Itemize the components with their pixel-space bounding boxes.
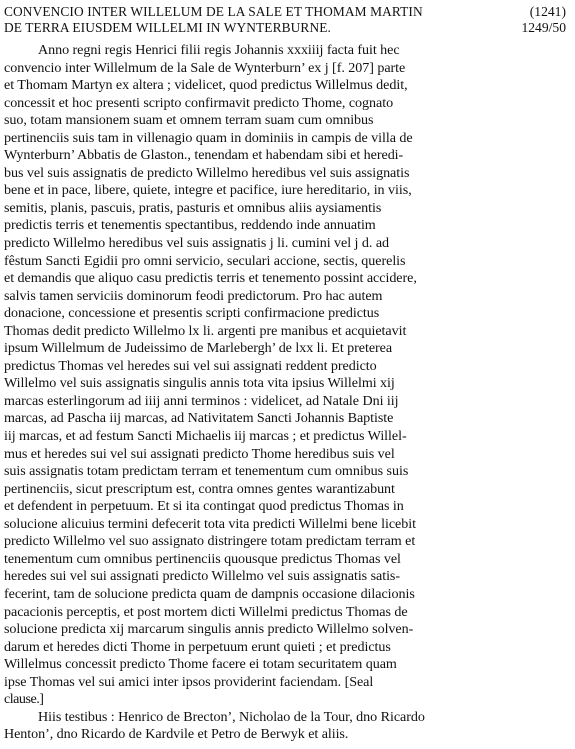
date-margin <box>521 4 566 36</box>
text-line: marcas, ad Pascha iij marcas, ad Nativitatem Sancti Johannis Baptiste <box>4 410 394 427</box>
document-body <box>4 42 570 744</box>
document-heading <box>4 4 570 38</box>
text-line: clause.] <box>4 691 44 708</box>
witness-paragraph <box>4 709 570 744</box>
text-line: pacacionis perceptis, et post mortem dicti Willelmi predictus Thomas de <box>4 603 408 620</box>
title-line: DE TERRA EIUSDEM WILLELMI IN WYNTERBURNE. <box>4 20 331 35</box>
text-line: donacione, concessione et presentis scripti confirmacione predictus <box>4 305 380 322</box>
text-line: solucione alicuius termini defecerit tota vita predicti Willelmi bene licebit <box>4 515 416 532</box>
text-line: tenementum cum omnibus pertinenciis quousque predictus Thomas vel <box>4 550 401 567</box>
date-line: (1241) <box>529 4 566 19</box>
text-line: suo, totam mansionem suam et omnem terram suam cum omnibus <box>4 112 374 129</box>
text-line: Willelmus concessit predicto Thome facere ei totam securitatem quam <box>4 656 397 673</box>
text-line: pertinenciis, sicut prescriptum est, contra omnes gentes warantizabunt <box>4 480 395 497</box>
text-line: bene et in pace, libere, quiete, integre et pacifice, iure hereditario, in viis, <box>4 182 412 199</box>
text-line: ipse Thomas vel sui amici inter ipsos providerint faciendam. [Seal <box>4 673 374 690</box>
text-line: ipsum Willelmum de Judeissimo de Marlebergh’ de lxx li. Et preterea <box>4 340 393 357</box>
text-line: heredes sui vel sui assignati predicto Willelmo vel suis assignatis satis- <box>4 568 401 585</box>
text-line: Henton’, dno Ricardo de Kardvile et Petro de Berwyk et aliis. <box>4 726 349 743</box>
document-title <box>4 4 494 36</box>
document-page <box>4 4 570 744</box>
text-line: et demandis que aliquo casu predictis terris et tenemento possint accidere, <box>4 270 417 287</box>
text-line: Willelmo vel suis assignatis singulis annis tota vita ipsius Willelmi xij <box>4 375 395 392</box>
text-line: marcas esterlingorum ad iiij anni terminos : videlicet, ad Natale Dni iij <box>4 392 399 409</box>
text-line: Thomas dedit predicto Willelmo lx li. argenti pre manibus et acquietavit <box>4 322 407 339</box>
text-line: mus et heredes sui vel sui assignati predicto Thome heredibus suis vel <box>4 445 395 462</box>
text-line: semitis, planis, pascuis, pratis, pasturis et omnibus aliis aysiamentis <box>4 199 382 216</box>
text-line: salvis tamen serviciis dominorum feodi predictorum. Pro hac autem <box>4 287 383 304</box>
text-line: predicto Willelmo heredibus vel suis assignatis j li. cumini vel j d. ad <box>4 235 390 252</box>
text-line: Hiis testibus : Henrico de Brecton’, Nicholao de la Tour, dno Ricardo <box>38 708 425 725</box>
text-line: bus vel suis assignatis de predicto Willelmo heredibus vel suis assignatis <box>4 164 410 181</box>
text-line: concessit et hoc presenti scripto confirmavit predicto Thome, cognato <box>4 94 394 111</box>
text-line: pertinenciis suis tam in villenagio quam in dominiis in campis de villa de <box>4 129 413 146</box>
text-line: Anno regni regis Henrici filii regis Johannis xxxiiij facta fuit hec <box>38 42 400 58</box>
text-line: darum et heredes dicti Thome in perpetuum erunt quieti ; et predictus <box>4 638 391 655</box>
text-line: fecerint, tam de solucione predicta quam de dampnis occasione dilacionis <box>4 585 415 602</box>
text-line: suis assignatis totam predictam terram et tenementum cum omnibus suis <box>4 463 409 480</box>
text-line: fêstum Sancti Egidii pro omni servicio, seculari accione, sectis, querelis <box>4 252 406 269</box>
text-line: solucione predicta xij marcarum singulis annis predicto Willelmo solven- <box>4 621 414 638</box>
text-line: predicto Willelmo vel suo assignato distringere totam predictam terram et <box>4 533 416 550</box>
title-line: CONVENCIO INTER WILLELUM DE LA SALE ET THOMAM MARTIN <box>4 4 423 19</box>
text-line: iij marcas, et ad festum Sancti Michaelis iij marcas ; et predictus Willel- <box>4 428 407 445</box>
text-line: predictis terris et tenementis spectantibus, reddendo inde annuatim <box>4 217 376 234</box>
main-paragraph <box>4 42 570 709</box>
text-line: Wynterburn’ Abbatis de Glaston., tenendam et habendam sibi et heredi- <box>4 147 404 164</box>
text-line: predictus Thomas vel heredes sui vel sui assignati reddent predicto <box>4 357 377 374</box>
text-line: et Thomam Martyn ex altera ; videlicet, quod predictus Willelmus dedit, <box>4 77 408 94</box>
date-line: 1249/50 <box>521 20 566 35</box>
text-line: convencio inter Willelmum de la Sale de Wynterburn’ ex j [f. 207] parte <box>4 59 406 76</box>
text-line: et defendent in perpetuum. Et si ita contingat quod predictus Thomas in <box>4 498 404 515</box>
